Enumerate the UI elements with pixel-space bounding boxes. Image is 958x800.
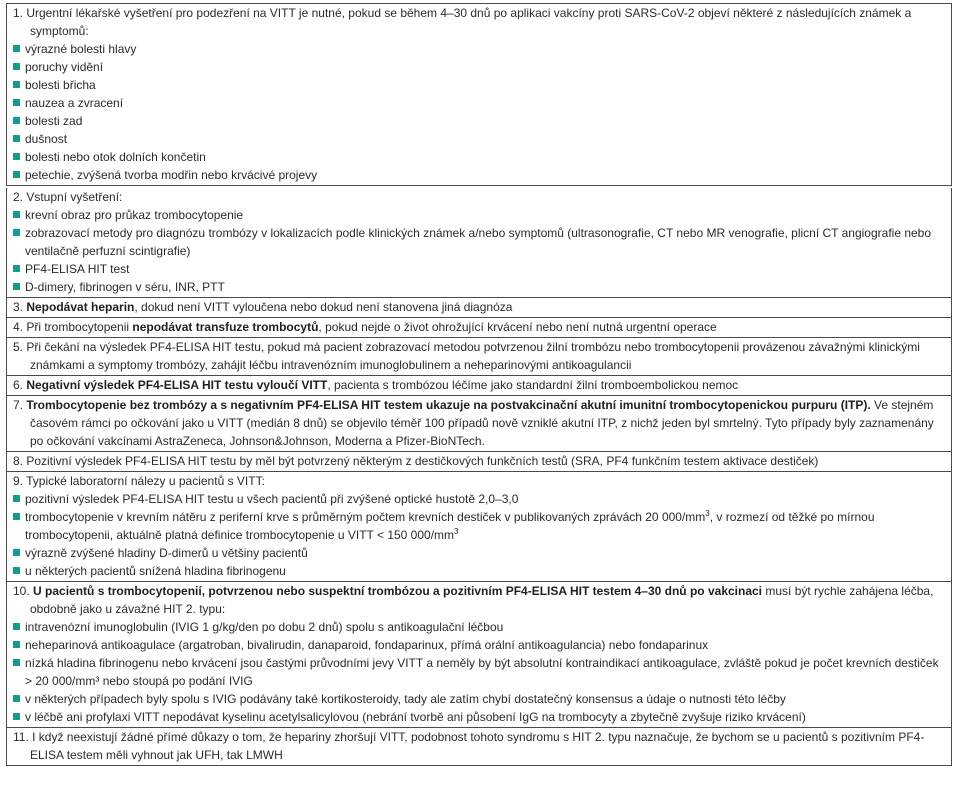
item-2-bullet: krevní obraz pro průkaz trombocytopenie	[13, 206, 945, 224]
item-4-bold: nepodávat transfuze trombocytů	[132, 320, 319, 334]
item-9-bullet: trombocytopenie v krevním nátěru z periferní krve s průměrným počtem krevních destiček v publikovaných zprávách 20 $000/mm^3$, v rozmezí od těžké po mírnou trombocytopenii, aktuálně platná definice trombocytopenie u VITT < 150 $000/mm^3$	[13, 508, 945, 544]
item-1-bullet: bolesti zad	[13, 112, 945, 130]
item-2-bullet: zobrazovací metody pro diagnózu trombózy v lokalizacích podle klinických známek a/nebo symptomů (ultrasonografie, CT nebo MR venografie, plicní CT angiografie nebo ventilačně perfuzní scintigrafie)	[13, 224, 945, 260]
item-9-bullet: výrazně zvýšené hladiny D-dimerů u většiny pacientů	[13, 544, 945, 562]
item-2-heading: 2. Vstupní vyšetření:	[13, 190, 123, 204]
item-7: 7. Trombocytopenie bez trombózy a s negativním PF4-ELISA HIT testem ukazuje na postvakcinační akutní imunitní trombocytopenickou purpuru (ITP). Ve stejném časovém rámci po očkování jako u VITT (medián 8 dnů) se objevilo téměř 100 případů nově vzniklé akutní ITP, z nichž jeden byl smrtelný. Tyto případy byly zaznamenány po očkování vakcínami AstraZeneca, Johnson&Johnson, Moderna a Pfizer-BioNTech.	[6, 396, 952, 452]
item-4: 4. Při trombocytopenii nepodávat transfuze trombocytů, pokud nejde o život ohrožující krvácení nebo není nutná urgentní operace	[6, 318, 952, 338]
item-1	[6, 3, 952, 186]
item-1-bullet: dušnost	[13, 130, 945, 148]
item-9-bullet: pozitivní výsledek PF4-ELISA HIT testu u všech pacientů při zvýšené optické hustotě 2,0–3,0	[13, 490, 945, 508]
item-1-bullet: výrazné bolesti hlavy	[13, 40, 945, 58]
recommendations-table	[6, 3, 952, 766]
item-11	[6, 728, 952, 766]
item-1-bullet: bolesti nebo otok dolních končetin	[13, 148, 945, 166]
item-9	[6, 472, 952, 582]
item-8-text: 8. Pozitivní výsledek PF4-ELISA HIT testu by měl být potvrzený některým z destičkových funkčních testů (SRA, PF4 funkčním testem aktivace destiček)	[13, 454, 819, 468]
item-1-heading: 1. Urgentní lékařské vyšetření pro podezření na VITT je nutné, pokud se během 4–30 dnů po aplikaci vakcíny proti SARS-CoV-2 objeví některé z následujících známek a symptomů:	[13, 6, 912, 38]
item-6-bold: Negativní výsledek PF4-ELISA HIT testu vyloučí VITT	[26, 378, 328, 392]
item-5-text: 5. Při čekání na výsledek PF4-ELISA HIT testu, pokud má pacient zobrazovací metodou potvrzenou žilní trombózu nebo trombocytopenii provázenou závažnými klinickými známkami a symptomy trombózy, zahájit léčbu intravenózním imunoglobulinem a neheparinovými antikoagulancii	[13, 340, 920, 372]
item-9-heading: 9. Typické laboratorní nálezy u pacientů s VITT:	[13, 474, 265, 488]
item-3-bold: Nepodávat heparin	[26, 300, 135, 314]
item-10: 10. U pacientů s trombocytopenií, potvrzenou nebo suspektní trombózou a pozitivním PF4-ELISA HIT testem 4–30 dnů po vakcinaci musí být rychle zahájena léčba, obdobně jako u závažné HIT 2. typu: intravenózní imunoglobulin (IVIG 1 g/kg/den po dobu 2 dnů) spolu s antikoagulační léčbou neheparinová antikoagulace (argatroban, bivalirudin, danaparoid, fondaparinux, přímá orální antikoagulancia) nebo fondaparinux nízká hladina fibrinogenu nebo krvácení jsou častými průvodními jevy VITT a neměly by být absolutní kontraindikací antikoagulace, zvláště pokud je počet krevních destiček > 20 000/mm³ nebo stoupá po podání IVIG v některých případech byly spolu s IVIG podávány také kortikosteroidy, tady ale zatím chybí dostatečný konsensus a údaje o nutnosti této léčby v léčbě ani profylaxi VITT nepodávat kyselinu acetylsalicylovou (nebrání tvorbě ani působení IgG na trombocyty a zbytečně zvyšuje riziko krvácení)	[6, 582, 952, 728]
item-5	[6, 338, 952, 376]
item-9-bullet: u některých pacientů snížená hladina fibrinogenu	[13, 562, 945, 580]
item-1-bullet: poruchy vidění	[13, 58, 945, 76]
item-2-bullet: PF4-ELISA HIT test	[13, 260, 945, 278]
item-6: 6. Negativní výsledek PF4-ELISA HIT testu vyloučí VITT, pacienta s trombózou léčíme jako standardní žilní tromboembolickou nemoc	[6, 376, 952, 396]
item-2	[6, 188, 952, 298]
item-10-bullet: v některých případech byly spolu s IVIG podávány také kortikosteroidy, tady ale zatím chybí dostatečný konsensus a údaje o nutnosti této léčby	[13, 690, 945, 708]
item-11-text: 11. I když neexistují žádné přímé důkazy o tom, že hepariny zhoršují VITT, podobnost tohoto syndromu s HIT 2. typu naznačuje, že bychom se u pacientů s pozitivním PF4- ELISA testem měli vyhnout jak UFH, tak LMWH	[13, 730, 925, 762]
item-1-bullet: petechie, zvýšená tvorba modřin nebo krvácivé projevy	[13, 166, 945, 184]
item-1-bullet: nauzea a zvracení	[13, 94, 945, 112]
item-2-bullet: D-dimery, fibrinogen v séru, INR, PTT	[13, 278, 945, 296]
item-10-bullet: nízká hladina fibrinogenu nebo krvácení jsou častými průvodními jevy VITT a neměly by být absolutní kontraindikací antikoagulace, zvláště pokud je počet krevních destiček > 20 000/mm³ nebo stoupá po podání IVIG	[13, 654, 945, 690]
item-10-bold: U pacientů s trombocytopenií, potvrzenou nebo suspektní trombózou a pozitivním PF4-ELISA HIT testem 4–30 dnů po vakcinaci	[33, 584, 763, 598]
item-10-bullet: intravenózní imunoglobulin (IVIG 1 g/kg/den po dobu 2 dnů) spolu s antikoagulační léčbou	[13, 618, 945, 636]
item-7-bold: Trombocytopenie bez trombózy a s negativním PF4-ELISA HIT testem ukazuje na postvakcinační akutní imunitní trombocytopenickou purpuru (ITP).	[26, 398, 871, 412]
item-10-bullet: neheparinová antikoagulace (argatroban, bivalirudin, danaparoid, fondaparinux, přímá orální antikoagulancia) nebo fondaparinux	[13, 636, 945, 654]
item-3: 3. Nepodávat heparin, dokud není VITT vyloučena nebo dokud není stanovena jiná diagnóza	[6, 298, 952, 318]
item-8	[6, 452, 952, 472]
item-10-bullet: v léčbě ani profylaxi VITT nepodávat kyselinu acetylsalicylovou (nebrání tvorbě ani působení IgG na trombocyty a zbytečně zvyšuje riziko krvácení)	[13, 708, 945, 726]
item-1-bullet: bolesti břicha	[13, 76, 945, 94]
